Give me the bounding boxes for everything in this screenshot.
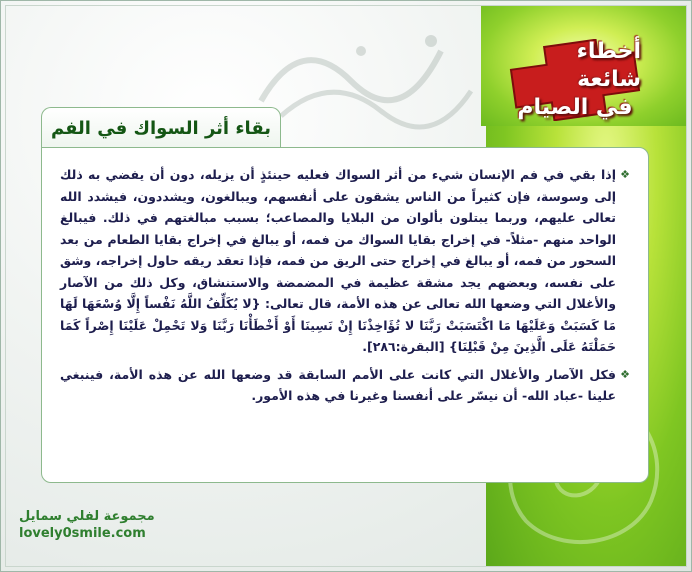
paragraph-1 [60, 164, 630, 358]
footer-arabic-name: مجموعة لفلي سمايل [19, 509, 155, 524]
page-title: بقاء أثر السواك في الفم [50, 118, 272, 139]
paragraph-2-text: فكل الآصار والأغلال التي كانت على الأمم السابقة قد وضعها الله عن هذه الأمة، فينبغي علينا -عباد الله- أن نيسّر على أنفسنا وغيرنا في هذه الأمور. [60, 366, 616, 403]
topic-badge [509, 39, 641, 121]
site-footer [19, 509, 179, 555]
content-box [41, 147, 649, 483]
badge-line2: في الصيام [517, 95, 633, 120]
paragraph-1-text: إذا بقي في فم الإنسان شيء من أثر السواك فعليه حينئذٍ أن يزيله، دون أن يفضي به ذلك إلى وسوسة، فإن كثيراً من الناس يشقون على أنفسهم، ويبالغون، ويشددون، فيشدد الله تعالى عليهم، وربما يبتلون بألوان من البلايا والمصاعب؛ بسبب مبالغتهم في ذلك. فيبالغ الواحد منهم -مثلاً- في إخراج بقايا السواك من فمه، أو يبالغ في إخراج بقايا الطعام من بعد السحور من فمه، أو يبالغ في إخراج حتى الريق من فمه، فإذا تعقد ريقه حاول إخراجه، وشق على نفسه، وبعضهم يجد مشقة عظيمة في المضمضة والاستنشاق، وكل ذلك من الآصار والأغلال التي وضعها الله تعالى عن هذه الأمة، قال تعالى: {لا يُكَلِّفُ اللَّهُ نَفْساً إِلَّا وُسْعَهَا لَهَا مَا كَسَبَتْ وَعَلَيْهَا مَا اكْتَسَبَتْ رَبَّنَا لا تُؤَاخِذْنَا إِنْ نَسِينَا أَوْ أَخْطَأْنَا رَبَّنَا وَلا تَحْمِلْ عَلَيْنَا إِصْراً كَمَا حَمَلْتَهُ عَلَى الَّذِينَ مِنْ قَبْلِنَا} [البقرة:٢٨٦]. [60, 167, 616, 354]
badge-line1: أخطاء شائعة [576, 39, 641, 92]
title-tab [41, 107, 281, 149]
diamond-bullet-icon: ❖ [620, 168, 630, 181]
paragraph-2 [60, 364, 630, 407]
footer-site-link[interactable]: lovely0smile.com [19, 526, 146, 541]
diamond-bullet-icon: ❖ [620, 367, 630, 381]
